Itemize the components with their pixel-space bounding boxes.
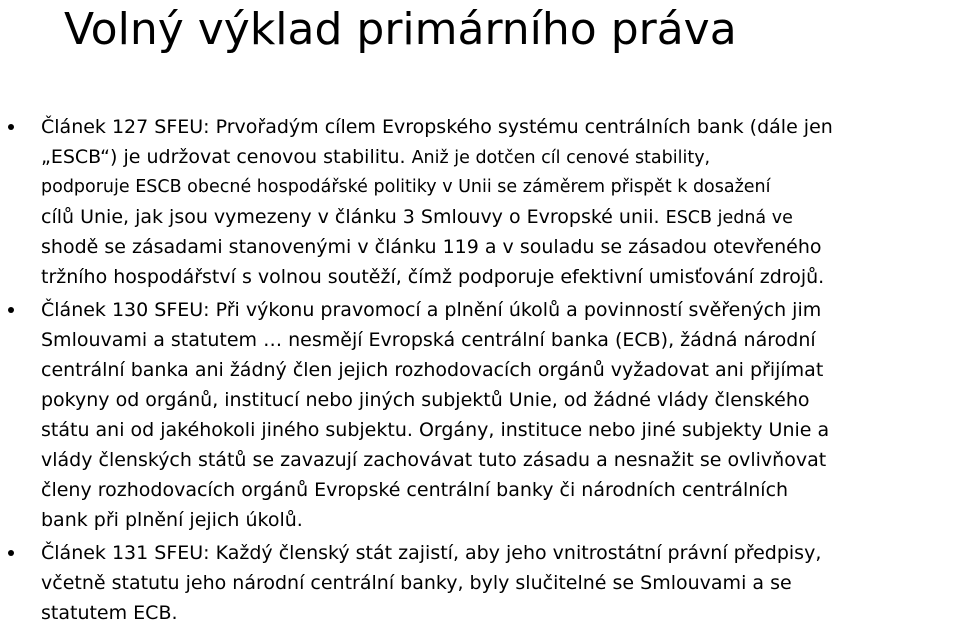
text-line: státu ani od jakéhokoli jiného subjektu. Orgány, instituce nebo jiné subjekty Unie a (41, 419, 830, 441)
text-line: pokyny od orgánů, institucí nebo jiných subjektů Unie, od žádné vlády členského (41, 389, 810, 411)
bullet-list (0, 112, 960, 631)
text-line (41, 142, 960, 172)
bullet-item (0, 295, 960, 535)
text-line: Smlouvami a statutem … nesmějí Evropská centrální banka (ECB), žádná národní (41, 329, 816, 351)
text-segment: „ESCB“) je udržovat cenovou stabilitu. (41, 146, 412, 168)
text-line: členy rozhodovacích orgánů Evropské centrální banky či národních centrálních (41, 479, 789, 501)
text-segment: cílů Unie, jak jsou vymezeny v článku 3 Smlouvy o Evropské unii. (41, 206, 666, 228)
text-line: vlády členských států se zavazují zachovávat tuto zásadu a nesnažit se ovlivňovat (41, 449, 827, 471)
text-line: Článek 130 SFEU: Při výkonu pravomocí a plnění úkolů a povinností svěřených jim (41, 299, 822, 321)
text-line (41, 202, 960, 232)
text-line: bank při plnění jejich úkolů. (41, 509, 303, 531)
slide-title: Volný výklad primárního práva (64, 4, 737, 55)
bullet-item (0, 538, 960, 628)
text-segment: ESCB jedná ve (665, 208, 793, 228)
bullet-item (0, 112, 960, 292)
text-segment: Aniž je dotčen cíl cenové stability, (411, 148, 711, 168)
text-line: Článek 127 SFEU: Prvořadým cílem Evropského systému centrálních bank (dále jen (41, 116, 833, 138)
text-line: centrální banka ani žádný člen jejich rozhodovacích orgánů vyžadovat ani přijímat (41, 359, 824, 381)
text-line: podporuje ESCB obecné hospodářské politiky v Unii se záměrem přispět k dosažení (41, 177, 771, 197)
text-line: statutem ECB. (41, 602, 178, 624)
text-line: tržního hospodářství s volnou soutěží, čímž podporuje efektivní umisťování zdrojů. (41, 266, 825, 288)
bullet-dot-icon (8, 307, 14, 313)
text-line: shodě se zásadami stanovenými v článku 119 a v souladu se zásadou otevřeného (41, 236, 822, 258)
bullet-dot-icon (8, 550, 14, 556)
text-line: Článek 131 SFEU: Každý členský stát zajistí, aby jeho vnitrostátní právní předpisy, (41, 542, 822, 564)
bullet-dot-icon (8, 124, 14, 130)
text-line: včetně statutu jeho národní centrální banky, byly slučitelné se Smlouvami a se (41, 572, 792, 594)
